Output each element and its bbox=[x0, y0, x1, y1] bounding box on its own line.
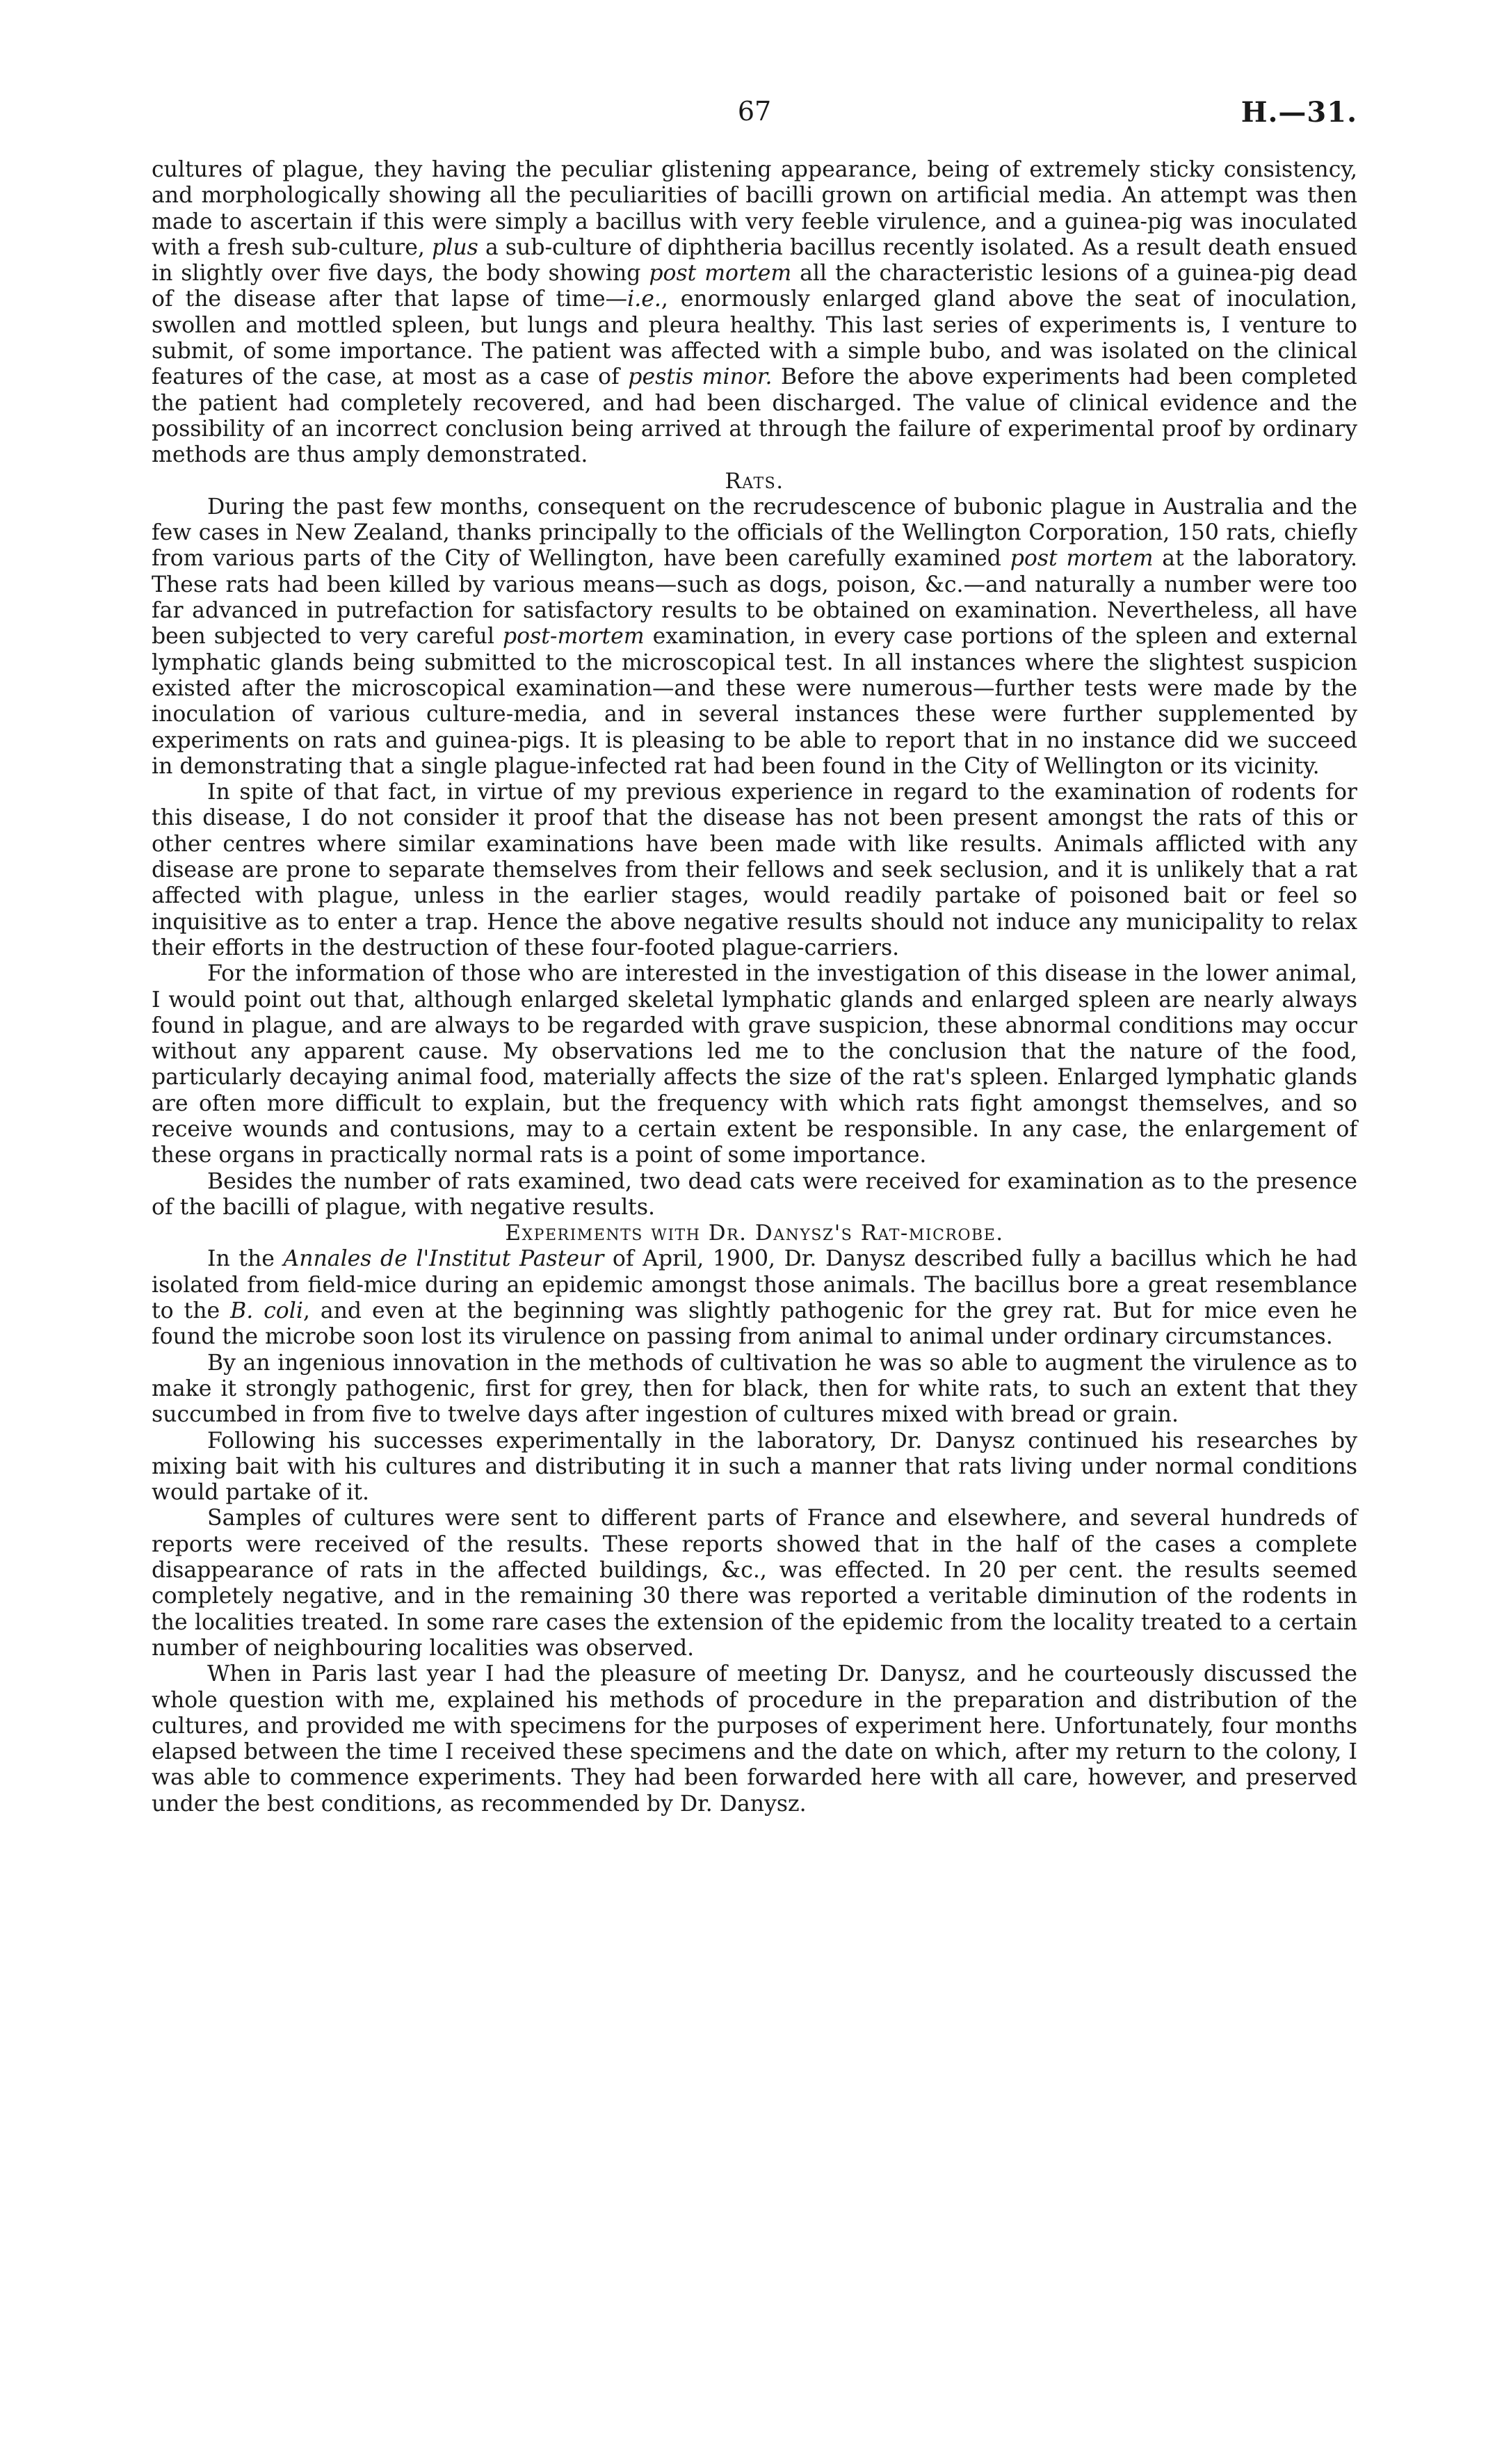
rats-section-title: Rats. bbox=[725, 468, 784, 494]
danysz-paragraph-5: When in Paris last year I had the pleasure of meeting Dr. Danysz, and he courteously discussed the whole question with me, explained his methods of procedure in the preparation and distribution of the cultures, and provided me with specimens for the purposes of experiment here. Unfortunately, four months elapsed between the time I received these specimens and the date on which, after my return to the colony, I was able to commence experiments. They had been forwarded here with all care, however, and preserved under the best conditions, as recommended by Dr. Danysz. bbox=[152, 1661, 1357, 1817]
document-code: H.—31. bbox=[1241, 96, 1357, 129]
danysz-paragraph-3: Following his successes experimentally in the laboratory, Dr. Danysz continued his researches by mixing bait with his cultures and distributing it in such a manner that rats living under normal conditions would partake of it. bbox=[152, 1428, 1357, 1506]
danysz-paragraph-4: Samples of cultures were sent to different parts of France and elsewhere, and several hundreds of reports were received of the results. These reports showed that in the half of the cases a complete disappearance of rats in the affected buildings, &c., was effected. In 20 per cent. the results seemed completely negative, and in the remaining 30 there was reported a veritable diminution of the rodents in the localities treated. In some rare cases the extension of the epidemic from the locality treated to a certain number of neighbouring localities was observed. bbox=[152, 1506, 1357, 1661]
rats-paragraph-4: Besides the number of rats examined, two dead cats were received for examination as to the presence of the bacilli of plague, with negative results. bbox=[152, 1168, 1357, 1220]
rats-paragraph-3: For the information of those who are interested in the investigation of this disease in the lower animal, I would point out that, although enlarged skeletal lymphatic glands and enlarged spleen are nearly always found in plague, and are always to be regarded with grave suspicion, these abnormal conditions may occur without any apparent cause. My observations led me to the conclusion that the nature of the food, particularly decaying animal food, materially affects the size of the rat's spleen. Enlarged lymphatic glands are often more difficult to explain, but the frequency with which rats fight amongst themselves, and so receive wounds and contusions, may to a certain extent be responsible. In any case, the enlargement of these organs in practically normal rats is a point of some importance. bbox=[152, 961, 1357, 1168]
page-number: 67 bbox=[737, 96, 772, 127]
rats-paragraph-2: In spite of that fact, in virtue of my previous experience in regard to the examination of rodents for this disease, I do not consider it proof that the disease has not been present amongst the rats of this or other centres where similar examinations have been made with like results. Animals afflicted with any disease are prone to separate themselves from their fellows and seek seclusion, and it is unlikely that a rat affected with plague, unless in the earlier stages, would readily partake of poisoned bait or feel so inquisitive as to enter a trap. Hence the above negative results should not induce any municipality to relax their efforts in the destruction of these four-footed plague-carriers. bbox=[152, 780, 1357, 960]
danysz-paragraph-1: In the Annales de l'Institut Pasteur of April, 1900, Dr. Danysz described fully a bacillus which he had isolated from field-mice during an epidemic amongst those animals. The bacillus bore a great resemblance to the B. coli, and even at the beginning was slightly pathogenic for the grey rat. But for mice even he found the microbe soon lost its virulence on passing from animal to animal under ordinary circumstances. bbox=[152, 1246, 1358, 1350]
rats-paragraph-1: During the past few months, consequent on the recrudescence of bubonic plague in Australia and the few cases in New Zealand, thanks principally to the officials of the Wellington Corporation, 150 rats, chiefly from various parts of the City of Wellington, have been carefully examined post mortem at the laboratory. These rats had been killed by various means—such as dogs, poison, &c.—and naturally a number were too far advanced in putrefaction for satisfactory results to be obtained on examination. Nevertheless, all have been subjected to very careful post-mortem examination, in every case portions of the spleen and external lymphatic glands being submitted to the microscopical test. In all instances where the slightest suspicion existed after the microscopical examination—and these were numerous—further tests were made by the inoculation of various culture-media, and in several instances these were further supplemented by experiments on rats and guinea-pigs. It is pleasing to be able to report that in no instance did we succeed in demonstrating that a single plague-infected rat had been found in the City of Wellington or its vicinity. bbox=[152, 494, 1357, 779]
danysz-paragraph-2: By an ingenious innovation in the methods of cultivation he was so able to augment the virulence as to make it strongly pathogenic, first for grey, then for black, then for white rats, to such an extent that they succumbed in from five to twelve days after ingestion of cultures mixed with bread or grain. bbox=[152, 1350, 1357, 1428]
danysz-section-title: Experiments with Dr. Danysz's Rat-microbe. bbox=[505, 1221, 1004, 1246]
continuation-paragraph: cultures of plague, they having the peculiar glistening appearance, being of extremely sticky consistency, and morphologically showing all the peculiarities of bacilli grown on artificial media. An attempt was then made to ascertain if this were simply a bacillus with very feeble virulence, and a guinea-pig was inoculated with a fresh sub-culture, plus a sub-culture of diphtheria bacillus recently isolated. As a result death ensued in slightly over five days, the body showing post mortem all the characteristic lesions of a guinea-pig dead of the disease after that lapse of time—i.e., enormously enlarged gland above the seat of inoculation, swollen and mottled spleen, but lungs and pleura healthy. This last series of experiments is, I venture to submit, of some importance. The patient was affected with a simple bubo, and was isolated on the clinical features of the case, at most as a case of pestis minor. Before the above experiments had been completed the patient had completely recovered, and had been discharged. The value of clinical evidence and the possibility of an incorrect conclusion being arrived at through the failure of experimental proof by ordinary methods are thus amply demonstrated. bbox=[152, 157, 1357, 468]
document-body bbox=[152, 157, 1357, 1817]
page-header bbox=[152, 96, 1357, 138]
